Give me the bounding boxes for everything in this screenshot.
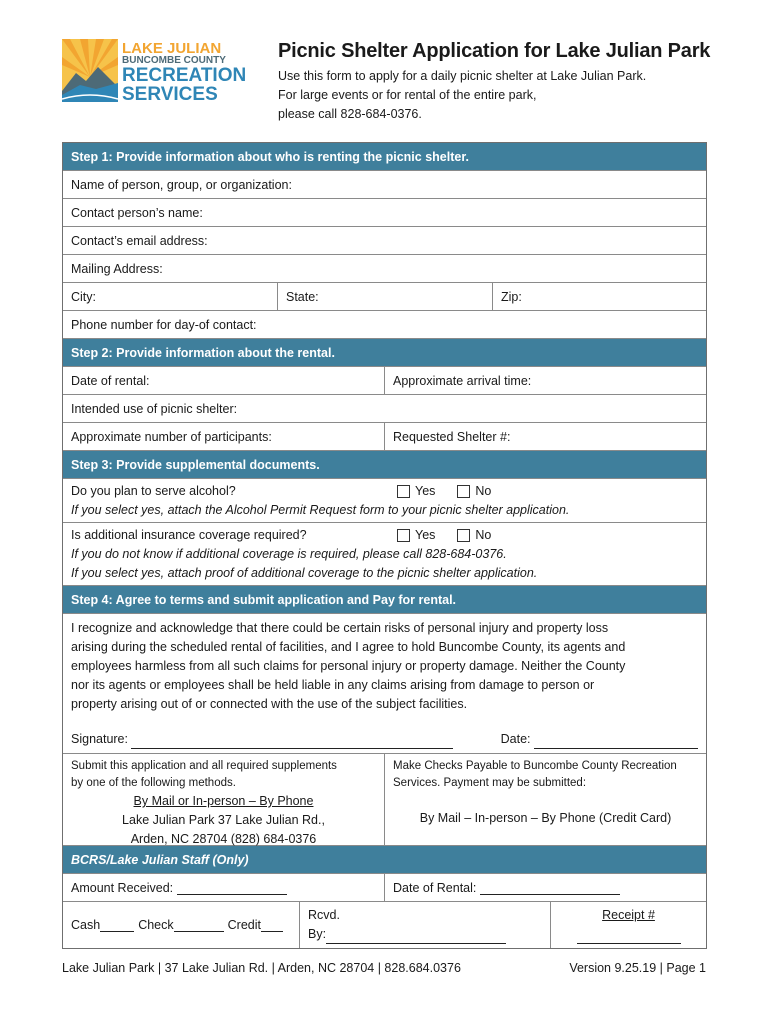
mailing-address-field[interactable] — [63, 255, 706, 283]
insurance-no-checkbox[interactable] — [457, 526, 491, 545]
staff-rental-date-label: Date of Rental: — [393, 880, 477, 895]
payment-methods — [384, 754, 706, 845]
footer-address: Lake Julian Park | 37 Lake Julian Rd. | Arden, NC 28704 | 828.684.0376 — [62, 961, 461, 975]
cash-line — [100, 918, 134, 932]
terms-line-3: employees harmless from all such claims for personal injury or property damage. Neither the County — [71, 659, 626, 673]
staff-payment-row — [63, 902, 706, 948]
submit-methods — [63, 754, 384, 845]
payment-text-2: Services. Payment may be submitted: — [393, 777, 587, 789]
intro-line-2: For large events or for rental of the entire park, — [278, 88, 537, 102]
arrival-time-label: Approximate arrival time: — [393, 373, 532, 388]
shelter-number-field[interactable] — [384, 423, 706, 450]
terms-line-4: nor its agents or employees shall be held liable in any claims arising from damage to person or — [71, 678, 595, 692]
intended-use-field[interactable] — [63, 395, 706, 423]
insurance-yes-checkbox[interactable] — [397, 526, 435, 545]
submit-address-2: Arden, NC 28704 (828) 684-0376 — [130, 832, 317, 846]
city-state-zip-row — [63, 283, 706, 311]
insurance-question — [63, 523, 706, 586]
logo-line-3: RECREATION — [122, 65, 247, 86]
zip-field[interactable] — [492, 283, 706, 310]
submit-text-2: by one of the following methods. — [71, 777, 236, 789]
contact-name-label: Contact person’s name: — [71, 205, 203, 220]
terms-line-5: property arising out of or connected with the use of the subject facilities. — [71, 697, 468, 711]
step3-heading: Step 3: Provide supplemental documents. — [63, 451, 706, 479]
terms-line-1: I recognize and acknowledge that there could be certain risks of personal injury and property loss — [71, 621, 609, 635]
intro-text — [278, 67, 718, 124]
signature-field[interactable] — [71, 730, 453, 749]
staff-rental-date-line — [480, 881, 620, 895]
insurance-note-1: If you do not know if additional coverage is required, please call 828-684-0376. — [71, 547, 507, 561]
phone-label: Phone number for day-of contact: — [71, 317, 257, 332]
submit-text-1: Submit this application and all required supplements — [71, 760, 337, 772]
received-by-field[interactable] — [299, 902, 550, 948]
terms-line-2: arising during the scheduled rental of facilities, and I agree to hold Buncombe County, its agents and — [71, 640, 626, 654]
footer-version: Version 9.25.19 | Page 1 — [569, 961, 706, 975]
amount-received-line — [177, 881, 287, 895]
organization-name-field[interactable] — [63, 171, 706, 199]
logo-line-1: LAKE JULIAN — [122, 40, 222, 57]
receipt-field[interactable] — [550, 902, 706, 948]
rental-date-label: Date of rental: — [71, 373, 150, 388]
date-arrival-row — [63, 367, 706, 395]
submit-address-1: Lake Julian Park 37 Lake Julian Rd., — [122, 813, 325, 827]
step2-heading: Step 2: Provide information about the rental. — [63, 339, 706, 367]
state-field[interactable] — [277, 283, 492, 310]
mailing-address-label: Mailing Address: — [71, 261, 163, 276]
city-field[interactable] — [63, 283, 277, 310]
check-label: Check — [138, 918, 174, 932]
submission-row — [63, 754, 706, 846]
signature-line — [131, 735, 453, 749]
receipt-line — [577, 930, 681, 944]
alcohol-yes-checkbox[interactable] — [397, 482, 435, 501]
amount-received-field[interactable] — [63, 874, 384, 901]
step4-heading: Step 4: Agree to terms and submit application and Pay for rental. — [63, 586, 706, 614]
alcohol-question — [63, 479, 706, 523]
intro-line-3: please call 828-684-0376. — [278, 107, 422, 121]
checkbox-icon — [397, 485, 410, 498]
staff-rental-date-field[interactable] — [384, 874, 706, 901]
city-label: City: — [71, 289, 96, 304]
terms-section — [63, 614, 706, 754]
alcohol-yes-label: Yes — [415, 484, 436, 498]
alcohol-no-label: No — [475, 484, 492, 498]
page-title: Picnic Shelter Application for Lake Julian Park — [278, 40, 711, 62]
rental-date-field[interactable] — [63, 367, 384, 394]
recreation-services-logo — [62, 39, 252, 102]
logo-line-2: BUNCOMBE COUNTY — [122, 55, 226, 66]
alcohol-no-checkbox[interactable] — [457, 482, 491, 501]
received-label: Rcvd. — [308, 908, 340, 922]
email-label: Contact’s email address: — [71, 233, 208, 248]
shelter-number-label: Requested Shelter #: — [393, 429, 511, 444]
credit-line — [261, 918, 283, 932]
insurance-no-label: No — [475, 528, 492, 542]
insurance-question-label: Is additional insurance coverage required? — [71, 528, 307, 542]
staff-amount-row — [63, 874, 706, 902]
received-by-line — [326, 930, 506, 944]
receipt-label: Receipt # — [602, 908, 655, 922]
zip-label: Zip: — [501, 289, 522, 304]
signature-date-field[interactable] — [501, 730, 698, 749]
phone-field[interactable] — [63, 311, 706, 339]
application-form — [62, 142, 707, 949]
intended-use-label: Intended use of picnic shelter: — [71, 401, 238, 416]
checkbox-icon — [397, 529, 410, 542]
alcohol-note: If you select yes, attach the Alcohol Permit Request form to your picnic shelter application. — [71, 503, 570, 517]
checkbox-icon — [457, 529, 470, 542]
organization-name-label: Name of person, group, or organization: — [71, 177, 292, 192]
signature-label: Signature: — [71, 732, 128, 746]
signature-date-label: Date: — [500, 732, 531, 746]
staff-heading: BCRS/Lake Julian Staff (Only) — [63, 846, 706, 874]
payment-text-1: Make Checks Payable to Buncombe County Recreation — [393, 760, 677, 772]
contact-name-field[interactable] — [63, 199, 706, 227]
received-by-label: By: — [308, 927, 327, 941]
payment-type-field[interactable] — [63, 902, 299, 948]
intro-line-1: Use this form to apply for a daily picnic shelter at Lake Julian Park. — [278, 69, 647, 83]
submit-methods-title: By Mail or In-person – By Phone — [133, 794, 314, 808]
alcohol-question-label: Do you plan to serve alcohol? — [71, 484, 236, 498]
step1-heading: Step 1: Provide information about who is renting the picnic shelter. — [63, 143, 706, 171]
signature-date-line — [534, 735, 698, 749]
insurance-note-2: If you select yes, attach proof of additional coverage to the picnic shelter application. — [71, 566, 538, 580]
credit-label: Credit — [227, 918, 261, 932]
insurance-yes-label: Yes — [415, 528, 436, 542]
email-field[interactable] — [63, 227, 706, 255]
check-line — [174, 918, 224, 932]
participants-shelter-row — [63, 423, 706, 451]
arrival-time-field[interactable] — [384, 367, 706, 394]
participants-field[interactable] — [63, 423, 384, 450]
checkbox-icon — [457, 485, 470, 498]
cash-label: Cash — [71, 918, 101, 932]
state-label: State: — [286, 289, 319, 304]
participants-label: Approximate number of participants: — [71, 429, 272, 444]
amount-received-label: Amount Received: — [71, 880, 174, 895]
payment-methods-list: By Mail – In-person – By Phone (Credit Card) — [419, 811, 672, 825]
logo-line-4: SERVICES — [122, 84, 218, 102]
